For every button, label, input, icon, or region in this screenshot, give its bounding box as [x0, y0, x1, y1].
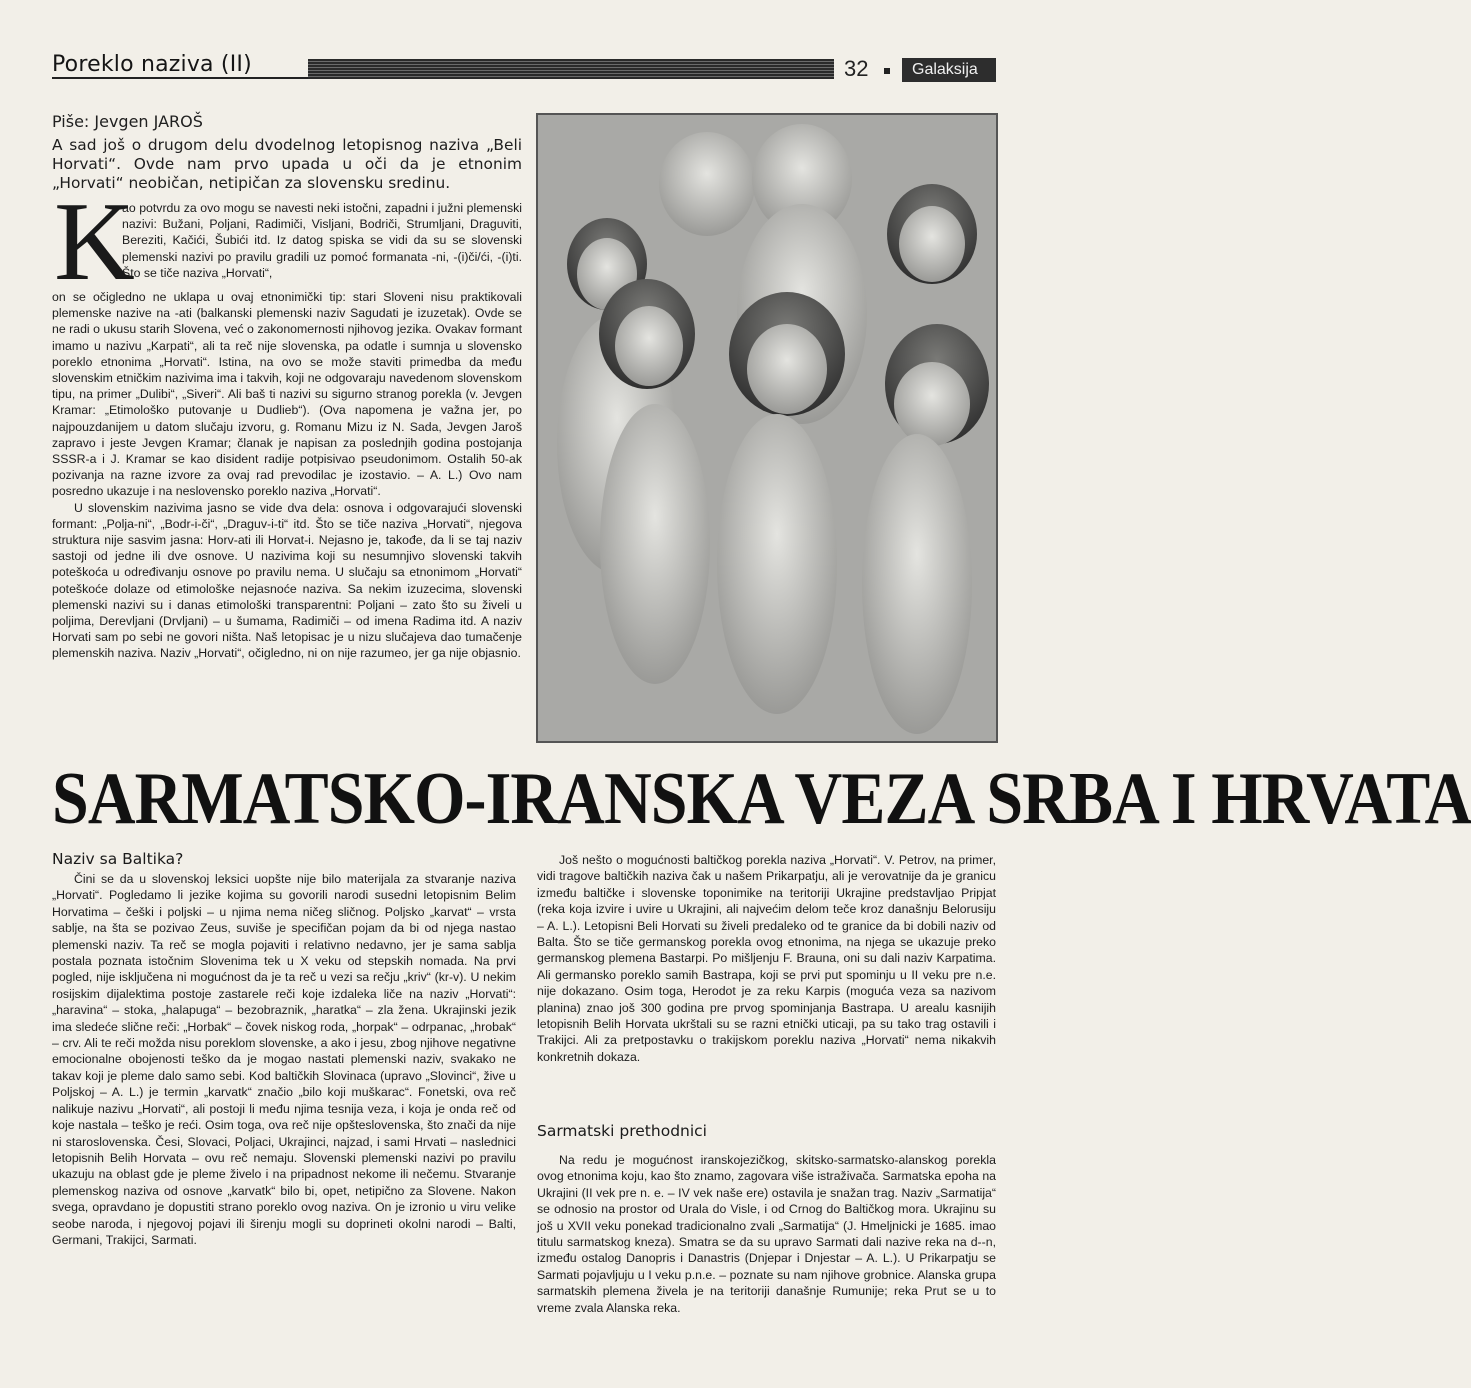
separator-dot: [884, 68, 890, 74]
children-photo: [536, 113, 996, 741]
body-paragraph: U slovenskim nazivima jasno se vide dva dela: osnova i odgovarajući slovenski formant: „Polja-ni“, „Bodr-i-či“, „Draguv-i-ti“ itd. Što se tiče naziva „Horvati“, njegova struktura nije sasvim jasna: Horv-ati ili Horvat-i. Nejasno je, takođe, da li se taj naziv sastoji od jedne ili dve osnove. U nazivima koji su nesumnjivo slovenski takvih poteškoća u određivanju osnove po pravilu nema. U slučaju sa etnonimom „Horvati“ poteškoće dolaze od etimološke nejasnoće naziva. Sa nekim izuzecima, slovenski plemenski nazivi su i danas etimološki transparentni: Poljani – zato što su živeli u poljima, Derevljani (Drvljani) – u šumama, Radimiči – od imena Radima itd. A naziv Horvati sam po sebi ne govori ništa. Naš letopisac je u nizu slučajeva dao tumačenje plemenskih naziva. Naziv „Horvati“, očigledno, ni on nije razumeo, jer ga nije objasnio.: [52, 500, 522, 661]
photo-illustration: [537, 114, 997, 742]
drop-cap-paragraph: ao potvrdu za ovo mogu se navesti neki istočni, zapadni i južni plemenski nazivi: Bužani, Poljani, Radimiči, Visljani, Bodriči, Strumljani, Draguviti, Bereziti, Kačići, Šubići itd. Iz datog spiska se vidi da su se slovenski plemenski nazivi po pravilu gradili uz pomoć formanata -ni, -(i)či/ći, -(i)ti. Što se tiče naziva „Horvati“,: [122, 201, 522, 280]
drop-cap: K: [54, 180, 135, 304]
header-rule-bar: [308, 59, 834, 79]
body-bottom-right-2: Na redu je mogućnost iranskojezičkog, skitsko-sarmatsko-alanskog porekla ovog etnonima koju, kao što znamo, zagovara više istraživača. Sarmatska epoha na Ukrajini (II vek pre n. e. – IV vek naše ere) ostavila je snažan trag. Naziv „Sarmatija“ se odnosio na prostor od Urala do Visle, i od Crnog do Baltičkog mora. Ukrajinu su još u XVII veku ponekad tradicionalno zvali „Sarmatija“ (J. Hmeljnicki je 1685. imao titulu sarmatskog kneza). Smatra se da su upravo Sarmati dali nazive reka na d--n, između ostalog Danopris i Danastris (Dnjepar i Dnjestar – A. L.). U Prikarpatju se Sarmati pojavljuju u I veku p.n.e. – poznate su nam njihove grobnice. Alanska grupa sarmatskih plemena živela je na teritoriji današnje Rumunije; reka Prut se u to vreme zvala Alanska reka.: [537, 1153, 996, 1315]
page-number: 32: [844, 56, 869, 81]
lead-paragraph: A sad još o drugom delu dvodelnog letopisnog naziva „Beli Horvati“. Ovde nam prvo upada u oči da je etnonim „Horvati“ neobičan, netipičan za slovensku sredinu.: [52, 136, 522, 192]
subhead-left: Naziv sa Baltika?: [52, 850, 184, 868]
section-title: Poreklo naziva (II): [52, 52, 252, 77]
subhead-right: Sarmatski prethodnici: [537, 1122, 707, 1140]
body-paragraph: on se očigledno ne uklapa u ovaj etnonimički tip: stari Sloveni nisu praktikovali plemenske nazive na -ati (balkanski plemenski naziv Sagudati je izuzetak). Ovde se ne radi o ukusu starih Slovena, već o zakonomernosti njihovog jezika. Ovakav formant imamo u nazivu „Karpati“, ali ta reč nije slovenska, pa odatle i sumnja u slovensko poreklo etnonima „Horvati“. Istina, na ovo se može staviti primedba da među slovenskim etničkim nazivima ima i takvih, koji ne odgovaraju navedenom slovenskom tipu, na primer „Dulibi“, „Siveri“. Ali baš ti nazivi su sigurno stranog porekla (v. Jevgen Kramar: „Etimološko putovanje u Dudlieb“). (Ova napomena je važna jer, po najpouzdanijem u datom slučaju izvoru, g. Romanu Mizu iz N. Sada, Jevgen Jaroš zapravo i jeste Jevgen Kramar; članak je napisan za poslednjih godina postojanja SSSR-a i J. Kramar se kao disident radije potpisivao pseudonimom. Ostalih 50-ak pozivanja na razne izvore za ovaj rad prevodilac je izostavio. – A. L.) Ovo nam posredno ukazuje i na neslovensko poreklo naziva „Horvati“.: [52, 290, 522, 499]
body-bottom-right: Još nešto o mogućnosti baltičkog porekla naziva „Horvati“. V. Petrov, na primer, vidi tragove baltičkih naziva čak u našem Prikarpatju, ali je verovatnije da je granicu između baltičke i slovenske toponimike na teritoriji Ukrajine predstavljao Pripjat (reka koja izvire i uvire u Ukrajini, ali najvećim delom teče kroz današnju Belorusiju – A. L.). Letopisni Beli Horvati su živeli predaleko od te granice da bi dobili naziv od Balta. Što se tiče germanskog porekla ovog etnonima, na njega se ukazuje preko germanskog plemena Bastarpi. Po mišljenju F. Brauna, oni su dali naziv Karpatima. Ali germansko poreklo samih Bastrapa, koji se prvi put spominju u II veku pre n.e. nije dokazano. Osim toga, Herodot je za reku Karpis (moguća veza sa nazivom planina) znao još 300 godina pre prvog spominjanja Bastrapa. U arealu kasnijih letopisnih Belih Horvata ukrštali su se razni etnički uticaji, pa su tako trag ostavili i Trakijci. Ali za pretpostavku o trakijskom poreklu naziva „Horvati“ nema nikakvih konkretnih dokaza.: [537, 853, 996, 1064]
body-bottom-left: Čini se da u slovenskoj leksici uopšte nije bilo materijala za stvaranje naziva „Horvati“. Pogledamo li jezike kojima su govorili narodi susedni letopisnim Belim Horvatima – češki i poljski – u njima nema ničeg sličnog. Poljsko „karvat“ – vrsta sablje, na šta se pozivao Zeus, suviše je specifičan pojam da bi od njega nastao plemenski naziv. Ta reč se mogla pojaviti i relativno nedavno, jer je sama sablja postala poznata istočnim Slovenima tek u X veku od stepskih nomada. Na prvi pogled, nije isključena ni mogućnost da je ta reč u vezi sa rečju „kriv“ (kr-v). U nekim rosijskim dijalektima postoje zastarele reči koje izdaleka liče na naziv „Horvati“: „haravina“ – stoka, „halapuga“ – bezobraznik, „haratka“ – zla žena. Ukrajinski jezik ima sledeće slične reči: „Horbak“ – čovek niskog roda, „horpak“ – odrpanac, „hrobak“ – crv. Ali te reči možda nisu poreklom slovenske, a ako i jesu, zbog njihove negativne emocionalne obojenosti teško da je mogao nastati plemenski naziv, svakako ne takav koji je pleme dalo samo sebi. Kod baltičkih Slovinaca (upravo „Slovinci“, žive u Poljskoj – A. L.) je termin „karvatk“ značio „bilo koji muškarac“. Fonetski, ova reč nalikuje nazivu „Horvati“, ali postoji li među njima tesnija veza, i koja je onda reč od koje nastala – teško je reći. Osim toga, ova reč nije opšteslovenska, što znači da nije ni staroslovenska. Česi, Slovaci, Poljaci, Ukrajinci, najzad, i sami Hrvati – naslednici letopisnih Belih Horvata – ovu reč nemaju. Slovenski plemenski nazivi po pravilu ukazuju na oblast gde je pleme živelo i na pripadnost nekome ili nečemu. Stvaranje plemenskog naziva od osnove „karvatk“ bilo bi, opet, netipično za Slovene. Nakon svega, opravdano je dopustiti strano poreklo ovog naziva. On je izronio u viru velike seobe naroda, i njegovoj pojavi ili širenju mogli su doprineti okolni narodi – Balti, Germani, Trakijci, Sarmati.: [52, 872, 516, 1247]
author-line: Piše: Jevgen JAROŠ: [52, 112, 203, 131]
article-headline: SARMATSKO-IRANSKA VEZA SRBA I HRVATA: [52, 758, 1471, 840]
page-header: [52, 50, 996, 90]
body-left-column: [52, 289, 522, 662]
magazine-badge: Galaksija: [902, 58, 996, 82]
